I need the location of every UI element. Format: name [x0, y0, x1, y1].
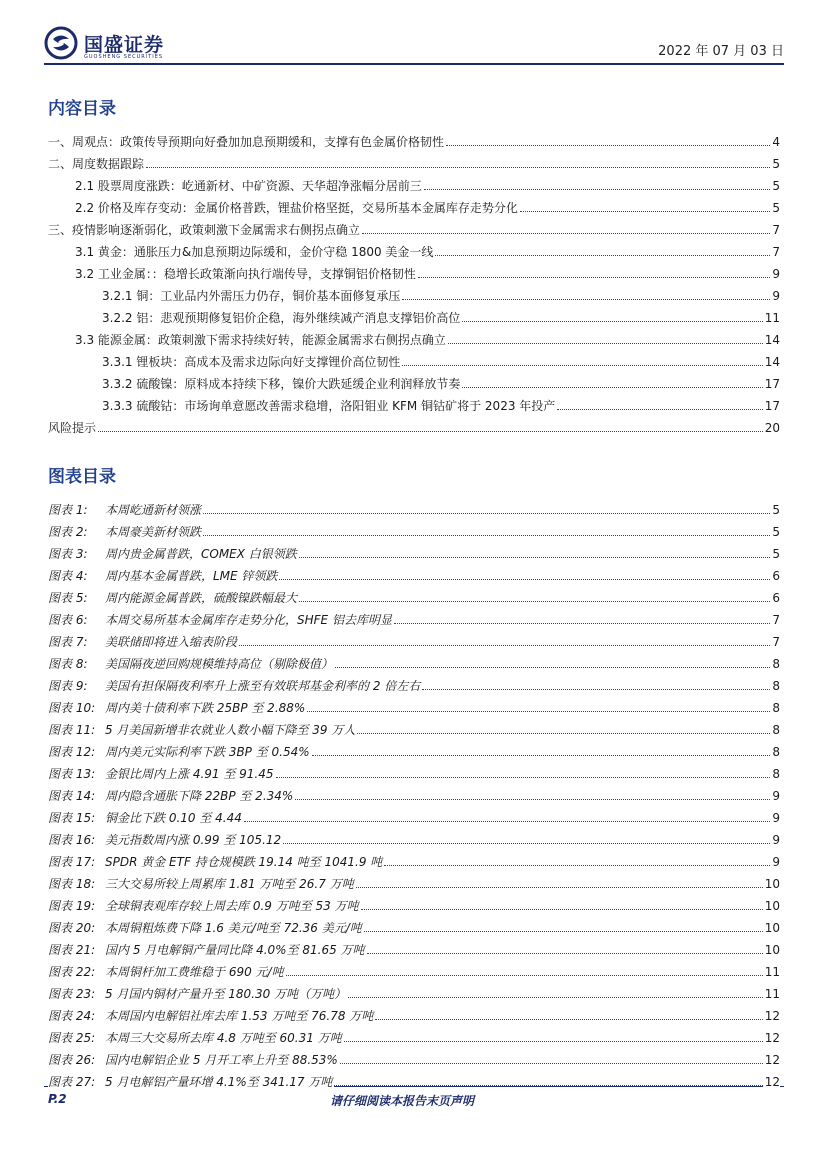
figure-caption: 本周三大交易所去库 4.8 万吨至 60.31 万吨	[105, 1031, 342, 1045]
figure-caption: 美国有担保隔夜利率升上涨至有效联邦基金利率的 2 倍左右	[105, 679, 421, 693]
figure-number: 图表 24:	[48, 1009, 96, 1023]
figure-caption: SPDR 黄金 ETF 持仓规模跌 19.14 吨至 1041.9 吨	[105, 855, 383, 869]
toc-entry-page: 14	[764, 355, 780, 369]
figure-entry-page: 7	[772, 613, 780, 627]
figure-entry-page: 6	[772, 569, 780, 583]
figure-number: 图表 16:	[48, 833, 96, 847]
figure-entry-label	[48, 964, 286, 980]
figure-entry[interactable]	[48, 782, 780, 804]
figure-entry-label	[48, 524, 203, 540]
figure-caption: 本周屹通新材领涨	[105, 503, 202, 517]
figure-entry-page: 9	[772, 855, 780, 869]
figure-entry[interactable]	[48, 496, 780, 518]
page-number: P.2	[48, 1092, 67, 1106]
figure-number: 图表 18:	[48, 877, 96, 891]
dot-leader	[299, 601, 770, 602]
figure-entry[interactable]	[48, 694, 780, 716]
figure-entry-label	[48, 766, 276, 782]
dot-leader	[424, 189, 770, 190]
figure-entry[interactable]	[48, 650, 780, 672]
figure-caption: 本周铜粗炼费下降 1.6 美元/吨至 72.36 美元/吨	[105, 921, 362, 935]
figure-entry[interactable]	[48, 562, 780, 584]
figure-number: 图表 25:	[48, 1031, 96, 1045]
dot-leader	[283, 843, 770, 844]
toc-entry-page: 9	[772, 289, 780, 303]
dot-leader	[422, 689, 770, 690]
figure-entry-page: 8	[772, 745, 780, 759]
dot-leader	[344, 1041, 763, 1042]
toc-entry-page: 7	[772, 223, 780, 237]
dot-leader	[203, 513, 770, 514]
toc-entry[interactable]	[48, 172, 780, 194]
figure-entry-page: 10	[764, 877, 780, 891]
figure-entry[interactable]	[48, 1046, 780, 1068]
dot-leader	[418, 277, 770, 278]
dot-leader	[279, 579, 770, 580]
figure-entry-label	[48, 898, 361, 914]
figure-number: 图表 9:	[48, 679, 88, 693]
dot-leader	[446, 145, 770, 146]
figure-entry[interactable]	[48, 914, 780, 936]
figure-entry-page: 9	[772, 833, 780, 847]
figure-entry-label	[48, 634, 239, 650]
brand-name: 国盛证券	[84, 33, 165, 56]
toc-entry-page: 9	[772, 267, 780, 281]
figure-entry[interactable]	[48, 760, 780, 782]
figure-entry-label	[48, 502, 203, 518]
toc-entry-page: 5	[772, 157, 780, 171]
toc-entry[interactable]	[48, 282, 780, 304]
figure-entry-label	[48, 832, 283, 848]
figure-caption: 本周交易所基本金属库存走势分化，SHFE 铝去库明显	[105, 613, 392, 627]
figure-entry-page: 9	[772, 789, 780, 803]
figure-number: 图表 1:	[48, 503, 88, 517]
figure-caption: 美国隔夜逆回购规模维持高位（剔除极值）	[105, 657, 334, 671]
figure-entry[interactable]	[48, 628, 780, 650]
figure-entry[interactable]	[48, 518, 780, 540]
toc-entry-label: 3.2.2 铝：悲观预期修复铝价企稳，海外继续减产消息支撑铝价高位	[102, 311, 461, 325]
figure-entry-page: 12	[764, 1009, 780, 1023]
report-date: 2022 年 07 月 03 日	[658, 44, 784, 59]
figure-number: 图表 20:	[48, 921, 96, 935]
dot-leader	[98, 431, 763, 432]
figure-entry-label	[48, 810, 244, 826]
toc-entry-label: 3.3.3 硫酸钴：市场询单意愿改善需求稳增，洛阳钼业 KFM 铜钴矿将于 2023 年投产	[102, 399, 556, 413]
figure-number: 图表 3:	[48, 547, 88, 561]
toc-entry-page: 5	[772, 179, 780, 193]
toc-entry[interactable]	[48, 392, 780, 414]
figure-caption: 本周国内电解铝社库去库 1.53 万吨至 76.78 万吨	[105, 1009, 374, 1023]
figure-caption: 三大交易所较上周累库 1.81 万吨至 26.7 万吨	[105, 877, 354, 891]
figure-number: 图表 27:	[48, 1075, 96, 1089]
dot-leader	[357, 733, 770, 734]
figure-caption: 周内美十债利率下跌 25BP 至 2.88%	[105, 701, 306, 715]
figure-entry-label	[48, 986, 348, 1002]
toc-entry[interactable]	[48, 414, 780, 436]
dot-leader	[312, 755, 771, 756]
figure-entry-label	[48, 722, 357, 738]
figure-entry[interactable]	[48, 870, 780, 892]
figure-entry[interactable]	[48, 826, 780, 848]
figure-number: 图表 17:	[48, 855, 96, 869]
figure-entry-page: 10	[764, 943, 780, 957]
figure-entry-page: 10	[764, 921, 780, 935]
toc-entry-label: 风险提示	[48, 421, 97, 435]
figure-caption: 周内基本金属普跌，LME 锌领跌	[105, 569, 278, 583]
figure-caption: 周内能源金属普跌，硫酸镍跌幅最大	[105, 591, 298, 605]
toc-title: 内容目录	[48, 99, 116, 119]
figure-entry[interactable]	[48, 716, 780, 738]
dot-leader	[276, 777, 771, 778]
figure-entry-label	[48, 678, 422, 694]
figure-entry-page: 6	[772, 591, 780, 605]
table-of-contents	[48, 128, 780, 436]
figure-caption: 全球铜表观库存较上周去库 0.9 万吨至 53 万吨	[105, 899, 359, 913]
figure-entry-label	[48, 920, 364, 936]
toc-entry-label: 3.2 工业金属：：稳增长政策渐向执行端传导，支撑铜铝价格韧性	[75, 267, 416, 281]
figure-number: 图表 2:	[48, 525, 88, 539]
dot-leader	[299, 557, 771, 558]
figure-number: 图表 26:	[48, 1053, 96, 1067]
figure-entry[interactable]	[48, 672, 780, 694]
figure-number: 图表 6:	[48, 613, 88, 627]
figure-caption: 5 月电解铝产量环增 4.1%至 341.17 万吨	[105, 1075, 333, 1089]
figure-entry-label	[48, 656, 335, 672]
dot-leader	[340, 1063, 763, 1064]
toc-entry[interactable]	[48, 238, 780, 260]
figure-entry[interactable]	[48, 606, 780, 628]
figure-number: 图表 21:	[48, 943, 96, 957]
figure-entry-page: 12	[764, 1075, 780, 1089]
figure-entry[interactable]	[48, 958, 780, 980]
figure-entry-label	[48, 700, 307, 716]
figure-entry[interactable]	[48, 584, 780, 606]
figure-number: 图表 23:	[48, 987, 96, 1001]
figure-entry-page: 9	[772, 811, 780, 825]
figure-entry-page: 8	[772, 723, 780, 737]
dot-leader	[375, 1019, 762, 1020]
toc-entry[interactable]	[48, 194, 780, 216]
figure-entry-label	[48, 590, 299, 606]
figure-caption: 周内隐含通胀下降 22BP 至 2.34%	[105, 789, 294, 803]
figure-entry-page: 7	[772, 635, 780, 649]
figure-entry[interactable]	[48, 540, 780, 562]
figure-entry-label	[48, 1030, 344, 1046]
figure-entry-label	[48, 1052, 340, 1068]
figure-entry[interactable]	[48, 1002, 780, 1024]
dot-leader	[384, 865, 770, 866]
figure-entry-page: 5	[772, 547, 780, 561]
dot-leader	[244, 821, 770, 822]
figure-caption: 国内 5 月电解铜产量同比降 4.0%至 81.65 万吨	[105, 943, 365, 957]
toc-entry-page: 11	[764, 311, 780, 325]
figure-entry-label	[48, 744, 312, 760]
figure-list-title: 图表目录	[48, 467, 116, 487]
figure-caption: 本周豪美新材领跌	[105, 525, 202, 539]
dot-leader	[364, 931, 763, 932]
toc-entry-label: 三、疫情影响逐渐弱化，政策刺激下金属需求右侧拐点确立	[48, 223, 361, 237]
figure-number: 图表 22:	[48, 965, 96, 979]
figure-number: 图表 8:	[48, 657, 88, 671]
figure-caption: 周内美元实际利率下跌 3BP 至 0.54%	[105, 745, 310, 759]
toc-entry-label: 2.2 价格及库存变动：金属价格普跌，锂盐价格坚挺，交易所基本金属库存走势分化	[75, 201, 518, 215]
brand-subtitle: GUOSHENG SECURITIES	[84, 54, 164, 60]
figure-number: 图表 15:	[48, 811, 96, 825]
dot-leader	[348, 997, 763, 998]
toc-entry[interactable]	[48, 304, 780, 326]
toc-entry-page: 7	[772, 245, 780, 259]
dot-leader	[356, 887, 763, 888]
figure-caption: 铜金比下跌 0.10 至 4.44	[105, 811, 242, 825]
figure-number: 图表 5:	[48, 591, 88, 605]
toc-entry-page: 4	[772, 135, 780, 149]
page-header	[44, 22, 784, 64]
toc-entry-page: 20	[764, 421, 780, 435]
figure-entry[interactable]	[48, 848, 780, 870]
header-divider	[44, 63, 784, 65]
dot-leader	[286, 975, 763, 976]
figure-caption: 5 月美国新增非农就业人数小幅下降至 39 万人	[105, 723, 356, 737]
figure-entry-page: 8	[772, 701, 780, 715]
figure-entry[interactable]	[48, 980, 780, 1002]
figure-entry-page: 11	[764, 965, 780, 979]
figure-entry-page: 8	[772, 657, 780, 671]
dot-leader	[448, 343, 763, 344]
toc-entry-page: 17	[764, 399, 780, 413]
figure-number: 图表 13:	[48, 767, 96, 781]
figure-number: 图表 11:	[48, 723, 96, 737]
dot-leader	[435, 255, 770, 256]
toc-entry-page: 5	[772, 201, 780, 215]
dot-leader	[335, 667, 770, 668]
figure-entry[interactable]	[48, 892, 780, 914]
figure-entry[interactable]	[48, 804, 780, 826]
figure-caption: 周内贵金属普跌，COMEX 白银领跌	[105, 547, 297, 561]
dot-leader	[203, 535, 770, 536]
figure-entry-label	[48, 788, 295, 804]
figure-entry-page: 5	[772, 503, 780, 517]
figure-entry[interactable]	[48, 738, 780, 760]
dot-leader	[462, 387, 762, 388]
figure-entry-page: 12	[764, 1053, 780, 1067]
dot-leader	[520, 211, 770, 212]
figure-entry[interactable]	[48, 936, 780, 958]
dot-leader	[557, 409, 762, 410]
figure-entry-label	[48, 1074, 334, 1090]
figure-entry-label	[48, 612, 394, 628]
toc-entry-label: 二、周度数据跟踪	[48, 157, 145, 171]
toc-entry-label: 3.2.1 铜：工业品内外需压力仍存，铜价基本面修复承压	[102, 289, 401, 303]
toc-entry[interactable]	[48, 348, 780, 370]
toc-entry[interactable]	[48, 150, 780, 172]
figure-number: 图表 19:	[48, 899, 96, 913]
toc-entry[interactable]	[48, 128, 780, 150]
figure-number: 图表 4:	[48, 569, 88, 583]
figure-entry-label	[48, 568, 279, 584]
figure-entry-page: 8	[772, 767, 780, 781]
figure-number: 图表 10:	[48, 701, 96, 715]
dot-leader	[394, 623, 770, 624]
figure-caption: 5 月国内铜材产量升至 180.30 万吨（万吨）	[105, 987, 347, 1001]
toc-entry-label: 3.3 能源金属：政策刺激下需求持续好转，能源金属需求右侧拐点确立	[75, 333, 446, 347]
figure-entry[interactable]	[48, 1024, 780, 1046]
toc-entry[interactable]	[48, 370, 780, 392]
toc-entry-label: 3.3.1 锂板块：高成本及需求边际向好支撑锂价高位韧性	[102, 355, 401, 369]
figure-caption: 美元指数周内涨 0.99 至 105.12	[105, 833, 282, 847]
figure-entry-page: 11	[764, 987, 780, 1001]
toc-entry-page: 14	[764, 333, 780, 347]
dot-leader	[402, 299, 770, 300]
brand-logo-icon	[44, 26, 78, 60]
toc-entry-label: 2.1 股票周度涨跌：屹通新材、中矿资源、天华超净涨幅分居前三	[75, 179, 422, 193]
figure-entry-page: 12	[764, 1031, 780, 1045]
figure-entry-page: 10	[764, 899, 780, 913]
dot-leader	[462, 321, 762, 322]
dot-leader	[307, 711, 770, 712]
toc-entry-page: 17	[764, 377, 780, 391]
figure-caption: 金银比周内上涨 4.91 至 91.45	[105, 767, 274, 781]
toc-entry[interactable]	[48, 216, 780, 238]
figure-caption: 美联储即将进入缩表阶段	[105, 635, 238, 649]
figure-number: 图表 7:	[48, 635, 88, 649]
figure-entry-label	[48, 942, 367, 958]
dot-leader	[295, 799, 770, 800]
figure-number: 图表 14:	[48, 789, 96, 803]
figure-caption: 本周铜杆加工费维稳于 690 元/吨	[105, 965, 284, 979]
dot-leader	[362, 233, 770, 234]
figure-entry-label	[48, 546, 299, 562]
disclaimer-note: 请仔细阅读本报告末页声明	[330, 1094, 475, 1108]
figure-entry-label	[48, 1008, 375, 1024]
toc-entry-label: 3.3.2 硫酸镍：原料成本持续下移，镍价大跌延缓企业利润释放节奏	[102, 377, 461, 391]
toc-entry-label: 一、周观点：政策传导预期向好叠加加息预期缓和，支撑有色金属价格韧性	[48, 135, 445, 149]
dot-leader	[239, 645, 770, 646]
figure-entry-label	[48, 876, 356, 892]
figure-entry-page: 8	[772, 679, 780, 693]
dot-leader	[146, 167, 770, 168]
dot-leader	[367, 953, 763, 954]
dot-leader	[361, 909, 763, 910]
figure-caption: 国内电解铝企业 5 月开工率上升至 88.53%	[105, 1053, 338, 1067]
figure-entry-label	[48, 854, 384, 870]
figure-list	[48, 496, 780, 1090]
toc-entry[interactable]	[48, 326, 780, 348]
dot-leader	[402, 365, 762, 366]
figure-number: 图表 12:	[48, 745, 96, 759]
toc-entry[interactable]	[48, 260, 780, 282]
figure-entry-page: 5	[772, 525, 780, 539]
toc-entry-label: 3.1 黄金：通胀压力&加息预期边际缓和，金价守稳 1800 美金一线	[75, 245, 434, 259]
